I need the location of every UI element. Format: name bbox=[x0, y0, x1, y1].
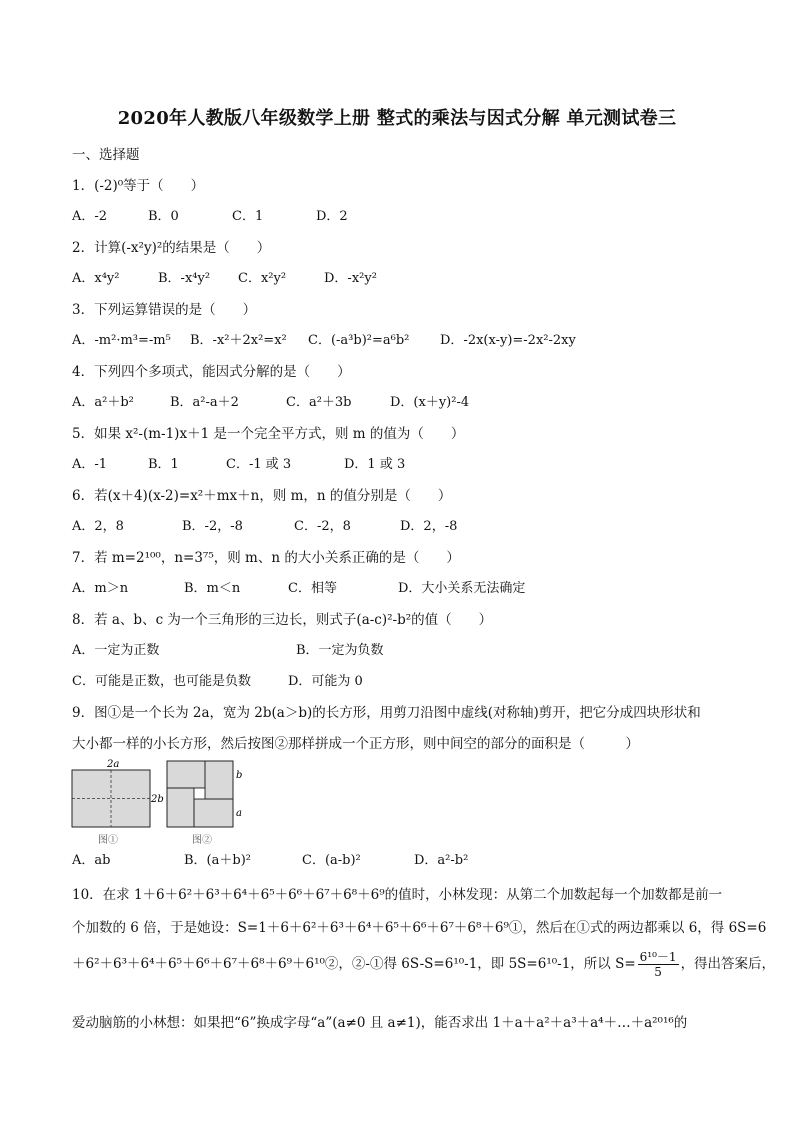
option-c: C．(-a³b)²=a⁶b² bbox=[308, 333, 410, 348]
option-a: A．一定为正数 bbox=[72, 643, 160, 658]
option-b: B．m＜n bbox=[184, 581, 241, 596]
question-10-line-2: 个加数的 6 倍，于是她设：S=1＋6＋6²＋6³＋6⁴＋6⁵＋6⁶＋6⁷＋6⁸＋6⁹①，然后在①式的两边都乘以 6，得 6S=6 bbox=[72, 920, 767, 936]
option-d: D．可能为 0 bbox=[288, 674, 363, 689]
option-a: A．a²＋b² bbox=[72, 395, 134, 410]
question-9-figures bbox=[66, 756, 256, 850]
question-4-stem: 4．下列四个多项式，能因式分解的是（ ） bbox=[72, 364, 351, 380]
question-9-stem-line-2: 大小都一样的小长方形，然后按图②那样拼成一个正方形，则中间空的部分的面积是（ ） bbox=[72, 736, 639, 752]
fraction-denominator: 5 bbox=[654, 965, 662, 979]
question-6-stem: 6．若(x＋4)(x-2)=x²＋mx＋n，则 m，n 的值分别是（ ） bbox=[72, 488, 452, 504]
option-c: C．-1 或 3 bbox=[226, 457, 292, 472]
page-title: 2020年人教版八年级数学上册 整式的乘法与因式分解 单元测试卷三 bbox=[117, 108, 677, 129]
option-b: B．0 bbox=[148, 209, 179, 224]
option-d: D．2 bbox=[316, 209, 348, 224]
question-8-stem: 8．若 a、b、c 为一个三角形的三边长，则式子(a-c)²-b²的值（ ） bbox=[72, 612, 493, 628]
option-b: B．一定为负数 bbox=[296, 643, 384, 658]
option-d: D．a²-b² bbox=[414, 853, 469, 868]
fraction-numerator: 6¹⁰－1 bbox=[639, 950, 677, 964]
fraction bbox=[638, 950, 679, 979]
question-1-stem: 1．(-2)⁰等于（ ） bbox=[72, 178, 205, 194]
option-a: A．ab bbox=[72, 853, 111, 868]
option-d: D．1 或 3 bbox=[344, 457, 406, 472]
option-a: A．-1 bbox=[72, 457, 108, 472]
option-d: D．(x＋y)²-4 bbox=[390, 395, 470, 410]
option-c: C．x²y² bbox=[238, 271, 287, 286]
line-3-text-after-fraction: ，得出答案后， bbox=[680, 956, 776, 972]
option-c: C．-2，8 bbox=[294, 519, 351, 534]
option-c: C．相等 bbox=[288, 581, 337, 596]
option-b: B．a²-a＋2 bbox=[170, 395, 239, 410]
question-3-stem: 3．下列运算错误的是（ ） bbox=[72, 302, 257, 318]
option-a: A．2，8 bbox=[72, 519, 124, 534]
option-b: B．-2，-8 bbox=[182, 519, 243, 534]
option-a: A．-m²·m³=-m⁵ bbox=[72, 333, 171, 348]
question-5-stem: 5．如果 x²-(m-1)x＋1 是一个完全平方式，则 m 的值为（ ） bbox=[72, 426, 465, 442]
figure-1-caption: 图① bbox=[98, 835, 118, 846]
line-3-text-before-fraction: ＋6²＋6³＋6⁴＋6⁵＋6⁶＋6⁷＋6⁸＋6⁹＋6¹⁰②，②-①得 6S-S=6¹⁰-1，即 5S=6¹⁰-1，所以 S= bbox=[72, 956, 636, 972]
option-a: A．x⁴y² bbox=[72, 271, 120, 286]
section-heading: 一、选择题 bbox=[72, 147, 140, 163]
figure-1-top-label: 2a bbox=[107, 759, 120, 770]
option-c: C．(a-b)² bbox=[302, 853, 361, 868]
question-10-line-3 bbox=[72, 950, 775, 979]
question-10-line-1: 10．在求 1＋6＋6²＋6³＋6⁴＋6⁵＋6⁶＋6⁷＋6⁸＋6⁹的值时，小林发现：从第二个加数起每一个加数都是前一 bbox=[72, 887, 723, 903]
option-d: D．-2x(x-y)=-2x²-2xy bbox=[440, 333, 576, 348]
figure-2-label-b: b bbox=[236, 770, 243, 781]
option-c: C．可能是正数，也可能是负数 bbox=[72, 674, 251, 689]
question-9-stem-line-1: 9．图①是一个长为 2a，宽为 2b(a＞b)的长方形，用剪刀沿图中虚线(对称轴)剪开，把它分成四块形状和 bbox=[72, 705, 701, 721]
option-b: B．-x⁴y² bbox=[158, 271, 211, 286]
option-c: C．1 bbox=[232, 209, 264, 224]
option-c: C．a²＋3b bbox=[286, 395, 352, 410]
option-a: A．m＞n bbox=[72, 581, 129, 596]
option-d: D．2，-8 bbox=[400, 519, 458, 534]
question-7-stem: 7．若 m=2¹⁰⁰，n=3⁷⁵，则 m、n 的大小关系正确的是（ ） bbox=[72, 550, 460, 566]
option-d: D．-x²y² bbox=[324, 271, 377, 286]
question-10-line-4: 爱动脑筋的小林想：如果把“6”换成字母“a”(a≠0 且 a≠1)，能否求出 1＋a＋a²＋a³＋a⁴＋…＋a²⁰¹⁶的 bbox=[72, 1015, 688, 1031]
figure-2-label-a: a bbox=[236, 808, 242, 819]
option-a: A．-2 bbox=[72, 209, 108, 224]
question-2-stem: 2．计算(-x²y)²的结果是（ ） bbox=[72, 240, 271, 256]
option-b: B．1 bbox=[148, 457, 179, 472]
option-b: B．(a＋b)² bbox=[184, 853, 251, 868]
figure-1-side-label: 2b bbox=[151, 794, 164, 805]
option-d: D．大小关系无法确定 bbox=[398, 581, 526, 596]
figure-2-center-hole bbox=[194, 788, 205, 799]
option-b: B．-x²＋2x²=x² bbox=[190, 333, 287, 348]
figure-2-caption: 图② bbox=[192, 835, 212, 846]
